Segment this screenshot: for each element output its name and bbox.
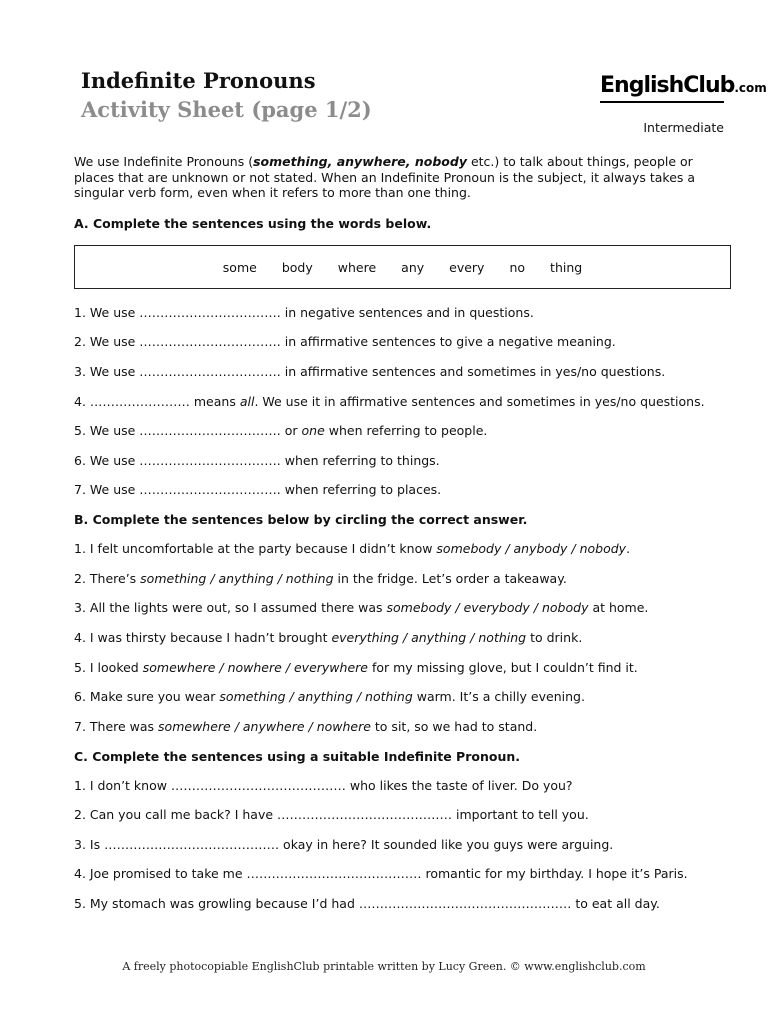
section-a-heading: A. Complete the sentences using the words below.	[74, 216, 432, 231]
section-b-heading: B. Complete the sentences below by circling the correct answer.	[74, 512, 528, 527]
answer-blank[interactable]: ……………………………………	[170, 778, 346, 793]
exercise-b-item-5: 5. I looked somewhere / nowhere / everywhere for my missing glove, but I couldn’t find it.	[74, 660, 638, 675]
word-bank-item: no	[509, 259, 526, 275]
word-bank-item: where	[337, 259, 377, 275]
exercise-b-item-6: 6. Make sure you wear something / anything / nothing warm. It’s a chilly evening.	[74, 689, 585, 704]
intro-examples: something, anywhere, nobody	[253, 154, 467, 169]
answer-options[interactable]: somewhere / anywhere / nowhere	[158, 719, 371, 734]
answer-options[interactable]: somebody / everybody / nobody	[386, 600, 589, 615]
intro-text-end: etc.) to talk about things, people or places that are unknown or not stated. When an Indefinite Pronoun is the subject, it always takes a singular verb form, even when it refers to more than one thing.	[74, 154, 696, 200]
word-bank-item: thing	[550, 259, 583, 275]
exercise-a-item-5: 5. We use ……………………………. or one when referring to people.	[74, 423, 488, 438]
exercise-b-item-1: 1. I felt uncomfortable at the party because I didn’t know somebody / anybody / nobody.	[74, 541, 631, 556]
answer-options[interactable]: somebody / anybody / nobody	[436, 541, 627, 556]
section-c-heading: C. Complete the sentences using a suitable Indefinite Pronoun.	[74, 749, 521, 764]
word-bank-box	[74, 245, 731, 289]
word-bank-item: some	[222, 259, 257, 275]
logo-suffix-text: .com	[734, 81, 767, 95]
word-bank-item: body	[281, 259, 313, 275]
exercise-a-item-3: 3. We use ……………………………. in affirmative sentences and sometimes in yes/no questions.	[74, 364, 666, 379]
answer-blank[interactable]: ……………………………………	[246, 866, 422, 881]
exercise-c-item-5: 5. My stomach was growling because I’d had …………………………………………… to eat all day.	[74, 896, 660, 911]
exercise-b-item-7: 7. There was somewhere / anywhere / nowhere to sit, so we had to stand.	[74, 719, 538, 734]
exercise-c-item-4: 4. Joe promised to take me …………………………………… romantic for my birthday. I hope it’s Paris.	[74, 866, 688, 881]
exercise-a-item-2: 2. We use ……………………………. in affirmative sentences to give a negative meaning.	[74, 334, 616, 349]
answer-options[interactable]: somewhere / nowhere / everywhere	[142, 660, 368, 675]
logo-underline	[600, 101, 724, 103]
exercise-b-item-2: 2. There’s something / anything / nothing in the fridge. Let’s order a takeaway.	[74, 571, 567, 586]
answer-options[interactable]: everything / anything / nothing	[331, 630, 527, 645]
answer-blank[interactable]: ……………………	[89, 394, 190, 409]
exercise-c-item-2: 2. Can you call me back? I have …………………………………… important to tell you.	[74, 807, 589, 822]
answer-blank[interactable]: ……………………………………	[277, 807, 453, 822]
answer-options[interactable]: something / anything / nothing	[140, 571, 334, 586]
answer-blank[interactable]: …………………………….	[139, 334, 281, 349]
exercise-b-item-3: 3. All the lights were out, so I assumed there was somebody / everybody / nobody at home.	[74, 600, 649, 615]
exercise-c-item-3: 3. Is …………………………………… okay in here? It sounded like you guys were arguing.	[74, 837, 614, 852]
exercise-b-item-4: 4. I was thirsty because I hadn’t brought everything / anything / nothing to drink.	[74, 630, 583, 645]
word-bank-item: any	[401, 259, 425, 275]
exercise-a-item-7: 7. We use ……………………………. when referring to places.	[74, 482, 442, 497]
level-label: Intermediate	[643, 120, 724, 135]
answer-blank[interactable]: …………………………….	[139, 364, 281, 379]
word-bank-item: every	[449, 259, 485, 275]
answer-blank[interactable]: ……………………………………	[104, 837, 280, 852]
answer-blank[interactable]: …………………………….	[139, 305, 281, 320]
exercise-a-item-4: 4. …………………… means all. We use it in affirmative sentences and sometimes in yes/no questions.	[74, 394, 705, 409]
exercise-c-item-1: 1. I don’t know …………………………………… who likes the taste of liver. Do you?	[74, 778, 573, 793]
answer-blank[interactable]: …………………………….	[139, 482, 281, 497]
page-subtitle: Activity Sheet (page 1/2)	[81, 97, 372, 122]
exercise-a-item-1: 1. We use ……………………………. in negative sentences and in questions.	[74, 305, 534, 320]
intro-text-start: We use Indefinite Pronouns (	[74, 154, 254, 169]
englishclub-logo	[600, 73, 767, 98]
answer-blank[interactable]: …………………………….	[139, 453, 281, 468]
answer-blank[interactable]: ……………………………………………	[358, 896, 572, 911]
intro-paragraph	[74, 154, 734, 201]
logo-main-text: EnglishClub	[600, 73, 735, 98]
answer-options[interactable]: something / anything / nothing	[219, 689, 413, 704]
answer-blank[interactable]: …………………………….	[139, 423, 281, 438]
footer-credit: A freely photocopiable EnglishClub printable written by Lucy Green. © www.englishclub.com	[122, 960, 646, 973]
exercise-a-item-6: 6. We use ……………………………. when referring to things.	[74, 453, 440, 468]
page-title: Indefinite Pronouns	[81, 68, 316, 93]
